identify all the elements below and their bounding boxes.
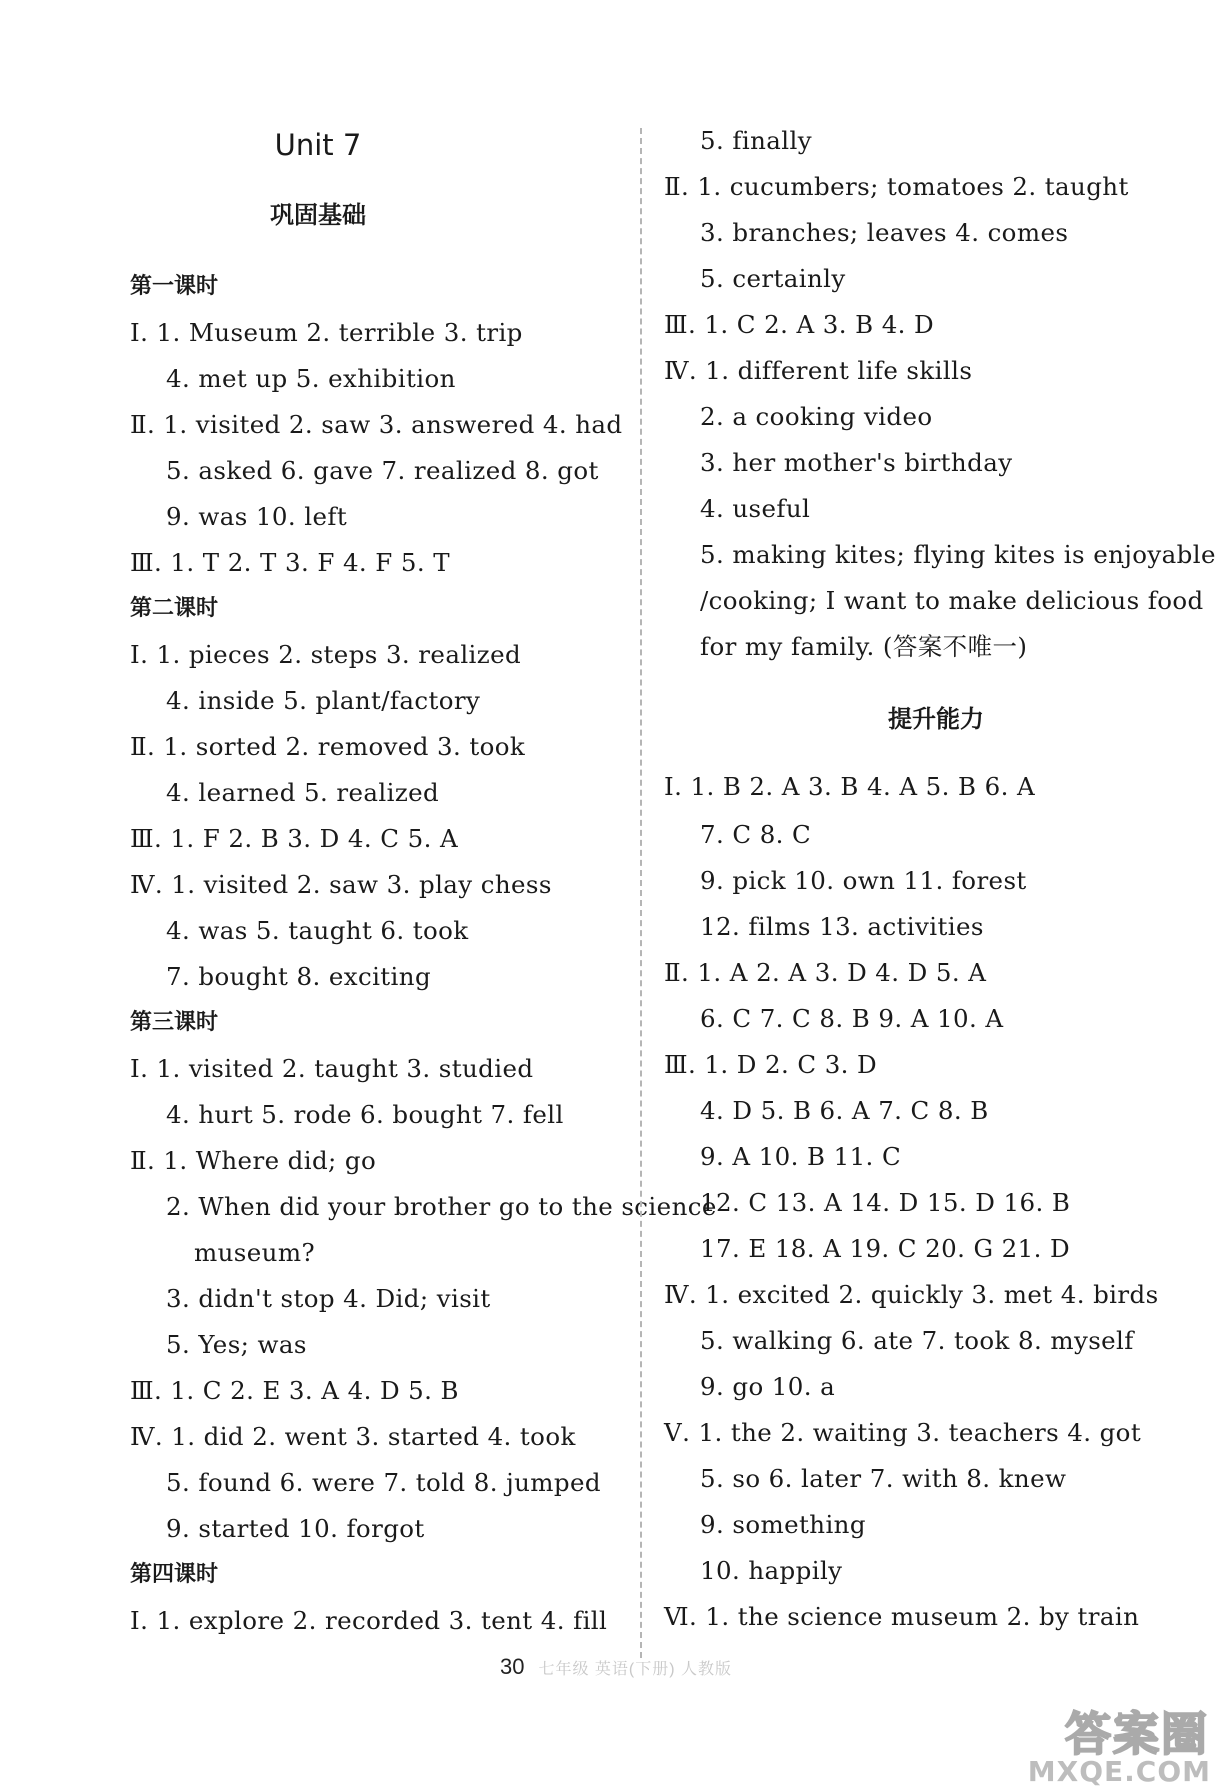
watermark-site: MXQE.COM	[1027, 1755, 1211, 1788]
lesson-heading: 第四课时	[130, 1562, 219, 1587]
answer-line: Ⅲ. 1. F 2. B 3. D 4. C 5. A	[130, 824, 459, 853]
answer-line: 9. started 10. forgot	[166, 1514, 425, 1543]
answer-line: 9. was 10. left	[166, 502, 348, 531]
answer-line: 4. D 5. B 6. A 7. C 8. B	[700, 1096, 989, 1125]
answer-line: 7. bought 8. exciting	[166, 962, 432, 991]
answer-line: 7. C 8. C	[700, 820, 812, 849]
answer-line: 9. go 10. a	[700, 1372, 836, 1401]
answer-line: 5. Yes; was	[166, 1330, 307, 1359]
answer-line: Ⅲ. 1. T 2. T 3. F 4. F 5. T	[130, 548, 450, 577]
footer-book-info: 七年级 英语(下册) 人教版	[538, 1661, 733, 1678]
watermark-logo: 答案圈	[1065, 1707, 1209, 1761]
answer-line: Ⅰ. 1. Museum 2. terrible 3. trip	[130, 318, 523, 347]
answer-line: for my family. (答案不唯一)	[700, 632, 1028, 661]
answer-line: 4. learned 5. realized	[166, 778, 440, 807]
answer-line: 6. C 7. C 8. B 9. A 10. A	[700, 1004, 1004, 1033]
answer-line: Ⅱ. 1. A 2. A 3. D 4. D 5. A	[664, 958, 987, 987]
answer-line: 4. inside 5. plant/factory	[166, 686, 481, 715]
answer-line: Ⅵ. 1. the science museum 2. by train	[664, 1602, 1140, 1631]
answer-line: Ⅱ. 1. visited 2. saw 3. answered 4. had	[130, 410, 623, 439]
answer-line: 5. walking 6. ate 7. took 8. myself	[700, 1326, 1134, 1355]
answer-line: 5. so 6. later 7. with 8. knew	[700, 1464, 1067, 1493]
watermark	[1015, 1698, 1215, 1788]
answer-line: /cooking; I want to make delicious food	[700, 586, 1204, 615]
answer-line: 5. making kites; flying kites is enjoyable	[700, 540, 1216, 569]
answer-line: 4. useful	[700, 494, 811, 523]
answer-line: 9. A 10. B 11. C	[700, 1142, 902, 1171]
section-title-basic: 巩固基础	[270, 201, 366, 229]
answer-line: Ⅳ. 1. did 2. went 3. started 4. took	[130, 1422, 576, 1451]
answer-line: 3. branches; leaves 4. comes	[700, 218, 1069, 247]
answer-line: 5. certainly	[700, 264, 846, 293]
answer-line: 10. happily	[700, 1556, 843, 1585]
unit-title: Unit 7	[274, 128, 362, 162]
answer-line: 2. a cooking video	[700, 402, 933, 431]
answer-line: 9. pick 10. own 11. forest	[700, 866, 1027, 895]
answer-line: Ⅴ. 1. the 2. waiting 3. teachers 4. got	[664, 1418, 1142, 1447]
answer-line: 5. found 6. were 7. told 8. jumped	[166, 1468, 601, 1497]
answer-line: museum?	[194, 1238, 316, 1267]
answer-line: Ⅰ. 1. explore 2. recorded 3. tent 4. fill	[130, 1606, 608, 1635]
answer-line: Ⅳ. 1. different life skills	[664, 356, 973, 385]
answer-line: Ⅳ. 1. visited 2. saw 3. play chess	[130, 870, 552, 899]
answer-line: Ⅰ. 1. visited 2. taught 3. studied	[130, 1054, 534, 1083]
answer-line: 12. films 13. activities	[700, 912, 984, 941]
answer-line: Ⅲ. 1. C 2. A 3. B 4. D	[664, 310, 935, 339]
answer-line: 5. finally	[700, 126, 812, 155]
page-footer	[500, 1652, 732, 1685]
lesson-heading: 第三课时	[130, 1010, 219, 1035]
lesson-heading: 第二课时	[130, 596, 219, 621]
answer-line: Ⅲ. 1. D 2. C 3. D	[664, 1050, 878, 1079]
answer-line: 4. met up 5. exhibition	[166, 364, 456, 393]
answer-line: 3. her mother's birthday	[700, 448, 1013, 477]
section-title-advanced: 提升能力	[888, 705, 984, 733]
answer-line: Ⅱ. 1. sorted 2. removed 3. took	[130, 732, 526, 761]
answer-line: Ⅲ. 1. C 2. E 3. A 4. D 5. B	[130, 1376, 459, 1405]
answer-line: Ⅰ. 1. B 2. A 3. B 4. A 5. B 6. A	[664, 772, 1036, 801]
answer-line: Ⅰ. 1. pieces 2. steps 3. realized	[130, 640, 522, 669]
answer-line: 9. something	[700, 1510, 866, 1539]
answer-line: 17. E 18. A 19. C 20. G 21. D	[700, 1234, 1071, 1263]
lesson-heading: 第一课时	[130, 274, 219, 299]
answer-line: 5. asked 6. gave 7. realized 8. got	[166, 456, 599, 485]
answer-line: 4. hurt 5. rode 6. bought 7. fell	[166, 1100, 564, 1129]
answer-line: 2. When did your brother go to the science	[166, 1192, 717, 1221]
answer-line: Ⅱ. 1. cucumbers; tomatoes 2. taught	[664, 172, 1129, 201]
answer-line: Ⅳ. 1. excited 2. quickly 3. met 4. birds	[664, 1280, 1159, 1309]
answer-line: 3. didn't stop 4. Did; visit	[166, 1284, 491, 1313]
answer-line: Ⅱ. 1. Where did; go	[130, 1146, 377, 1175]
page-number: 30	[500, 1654, 525, 1679]
answer-line: 12. C 13. A 14. D 15. D 16. B	[700, 1188, 1071, 1217]
answer-line: 4. was 5. taught 6. took	[166, 916, 469, 945]
column-divider	[640, 128, 642, 1658]
